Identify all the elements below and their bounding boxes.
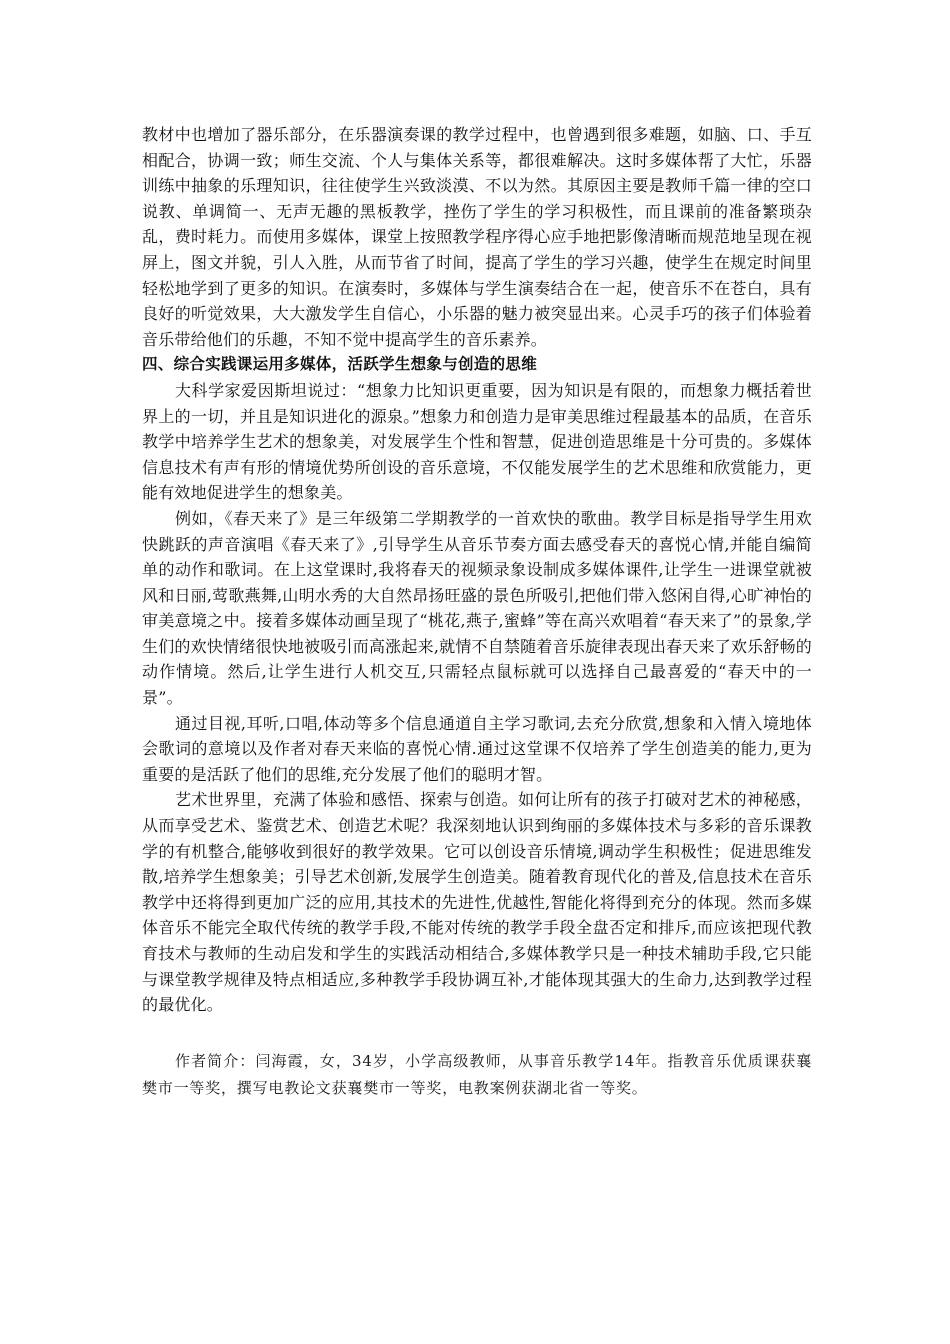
spacer: [142, 1018, 812, 1048]
intro-paragraph: 教材中也增加了器乐部分，在乐器演奏课的教学过程中，也曾遇到很多难题，如脑、口、手互相配合，协调一致；师生交流、个人与集体关系等，都很难解决。这时多媒体帮了大忙，乐器训练中抽象的乐理知识，往往使学生兴致淡漠、不以为然。其原因主要是教师千篇一律的空口说教、单调简一、无声无趣的黑板教学，挫伤了学生的学习积极性，而且课前的准备繁琐杂乱，费时耗力。而使用多媒体，课堂上按照教学程序得心应手地把影像清晰而规范地呈现在视屏上，图文并貌，引人入胜，从而节省了时间，提高了学生的学习兴趣，使学生在规定时间里轻松地学到了更多的知识。在演奏时，多媒体与学生演奏结合在一起，使音乐不在苍白，具有良好的听觉效果，大大激发学生自信心，小乐器的魅力被突显出来。心灵手巧的孩子们体验着音乐带给他们的乐趣，不知不觉中提高学生的音乐素养。: [142, 125, 812, 349]
section-heading: 四、综合实践课运用多媒体，活跃学生想象与创造的思维: [142, 355, 538, 374]
conclusion-paragraph: 艺术世界里，充满了体验和感悟、探索与创造。如何让所有的孩子打破对艺术的神秘感，从而享受艺术、鉴赏艺术、创造艺术呢？我深刻地认识到绚丽的多媒体技术与多彩的音乐课教学的有机整合,能够收到很好的教学效果。它可以创设音乐情境,调动学生积极性；促进思维发散,培养学生想象美；引导艺术创新,发展学生创造美。随着教育现代化的普及,信息技术在音乐教学中还将得到更加广泛的应用,其技术的先进性,优越性,智能化将得到充分的体现。然而多媒体音乐不能完全取代传统的教学手段,不能对传统的教学手段全盘否定和排斥,而应该把现代教育技术与教师的生动启发和学生的实践活动相结合,多媒体教学只是一种技术辅助手段,它只能与课堂教学规律及特点相适应,多种教学手段协调互补,才能体现其强大的生命力,达到教学过程的最优化。: [142, 790, 812, 1015]
senses-paragraph: 通过目视,耳听,口唱,体动等多个信息通道自主学习歌词,去充分欣赏,想象和入情入境地体会歌词的意境以及作者对春天来临的喜悦心情.通过这堂课不仅培养了学生创造美的能力,更为重要的是活跃了他们的思维,充分发展了他们的聪明才智。: [142, 713, 812, 784]
example-paragraph: 例如，《春天来了》是三年级第二学期教学的一首欢快的歌曲。教学目标是指导学生用欢快跳跃的声音演唱《春天来了》,引导学生从音乐节奏方面去感受春天的喜悦心情,并能自编简单的动作和歌词。在上这堂课时,我将春天的视频录象设制成多媒体课件,让学生一进课堂就被风和日丽,莺歌燕舞,山明水秀的大自然昂扬旺盛的景色所吸引,把他们带入悠闲自得,心旷神怡的审美意境之中。接着多媒体动画呈现了“桃花,燕子,蜜蜂”等在高兴欢唱着“春天来了”的景象,学生们的欢快情绪很快地被吸引而高涨起来,就情不自禁随着音乐旋律表现出春天来了欢乐舒畅的动作情境。然后,让学生进行人机交互,只需轻点鼠标就可以选择自己最喜爱的“春天中的一景”。: [142, 508, 812, 708]
einstein-paragraph: 大科学家爱因斯坦说过：“想象力比知识更重要，因为知识是有限的，而想象力概括着世界上的一切，并且是知识进化的源泉。”想象力和创造力是审美思维过程最基本的品质，在音乐教学中培养学生艺术的想象美，对发展学生个性和智慧，促进创造思维是十分可贵的。多媒体信息技术有声有形的情境优势所创设的音乐意境，不仅能发展学生的艺术思维和欣赏能力，更能有效地促进学生的想象美。: [142, 380, 812, 503]
document-page: [142, 122, 812, 1102]
author-bio: 作者简介：闫海霞，女，34岁，小学高级教师，从事音乐教学14年。指教音乐优质课获襄樊市一等奖，撰写电教论文获襄樊市一等奖，电教案例获湖北省一等奖。: [142, 1051, 812, 1097]
